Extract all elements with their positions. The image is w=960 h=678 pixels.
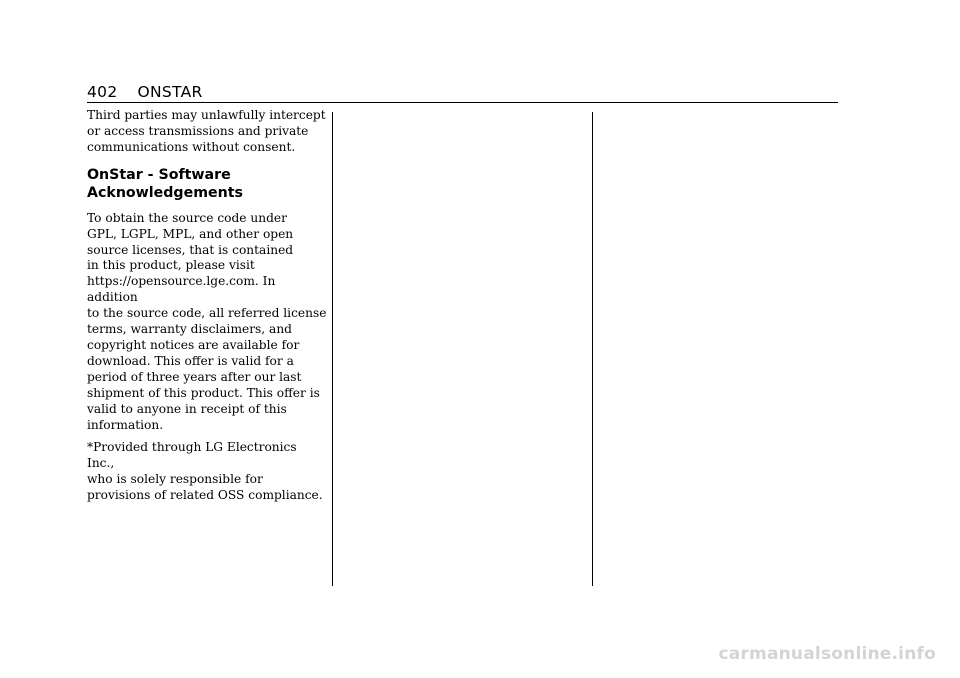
watermark: carmanualsonline.info: [718, 644, 936, 664]
provider-paragraph: *Provided through LG Electronics Inc., who is solely responsible for provisions of related OSS compliance.: [87, 440, 323, 503]
page-number: 402: [87, 83, 118, 101]
text-column-left: [87, 108, 327, 504]
column-divider-1: [332, 112, 333, 586]
section-title: ONSTAR: [137, 83, 203, 101]
column-divider-2: [592, 112, 593, 586]
section-heading: OnStar - Software Acknowledgements: [87, 166, 243, 201]
header-rule: [87, 102, 838, 103]
intro-paragraph: Third parties may unlawfully intercept or access transmissions and private communications without consent.: [87, 108, 326, 154]
source-code-paragraph: To obtain the source code under GPL, LGPL, MPL, and other open source licenses, that is contained in this product, please visit https://opensource.lge.com. In addition to the source code, all referred license terms, warranty disclaimers, and copyright notices are available for download. This offer is valid for a period of three years after our last shipment of this product. This offer is valid to anyone in receipt of this information.: [87, 210, 327, 432]
page-header: [87, 82, 203, 102]
